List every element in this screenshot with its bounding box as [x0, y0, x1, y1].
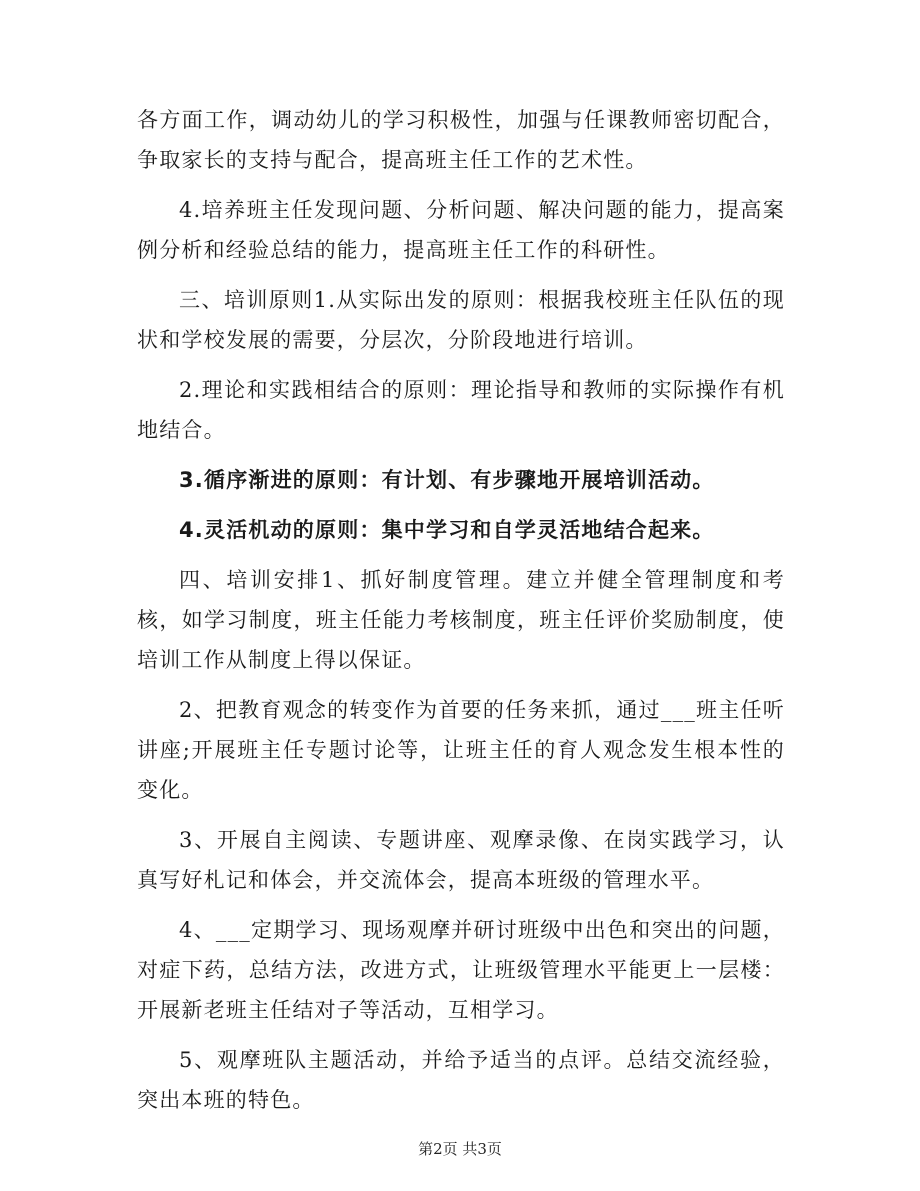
paragraph-10: 4、___定期学习、现场观摩并研讨班级中出色和突出的问题，对症下药，总结方法，改进方式，让班级管理水平能更上一层楼：开展新老班主任结对子等活动，互相学习。 [137, 918, 785, 1022]
paragraph-7: 四、培训安排1、抓好制度管理。建立并健全管理制度和考核，如学习制度，班主任能力考核制度，班主任评价奖励制度，使培训工作从制度上得以保证。 [137, 568, 785, 672]
paragraph-2: 4.培养班主任发现问题、分析问题、解决问题的能力，提高案例分析和经验总结的能力，提高班主任工作的科研性。 [137, 198, 785, 262]
paragraph-6: 4.灵活机动的原则：集中学习和自学灵活地结合起来。 [179, 518, 715, 542]
document-body [137, 100, 785, 1130]
paragraph-1: 各方面工作，调动幼儿的学习积极性，加强与任课教师密切配合，争取家长的支持与配合，提高班主任工作的艺术性。 [137, 108, 785, 172]
paragraph-4: 2.理论和实践相结合的原则：理论指导和教师的实际操作有机地结合。 [137, 378, 785, 442]
page-footer: 第2页 共3页 [418, 1140, 502, 1158]
paragraph-5: 3.循序渐进的原则：有计划、有步骤地开展培训活动。 [179, 468, 715, 492]
paragraph-8: 2、把教育观念的转变作为首要的任务来抓，通过___班主任听讲座;开展班主任专题讨论等，让班主任的育人观念发生根本性的变化。 [137, 698, 785, 802]
paragraph-11: 5、观摩班队主题活动，并给予适当的点评。总结交流经验，突出本班的特色。 [137, 1048, 785, 1112]
paragraph-3: 三、培训原则1.从实际出发的原则：根据我校班主任队伍的现状和学校发展的需要，分层次，分阶段地进行培训。 [137, 288, 785, 352]
paragraph-9: 3、开展自主阅读、专题讲座、观摩录像、在岗实践学习，认真写好札记和体会，并交流体会，提高本班级的管理水平。 [137, 828, 785, 892]
